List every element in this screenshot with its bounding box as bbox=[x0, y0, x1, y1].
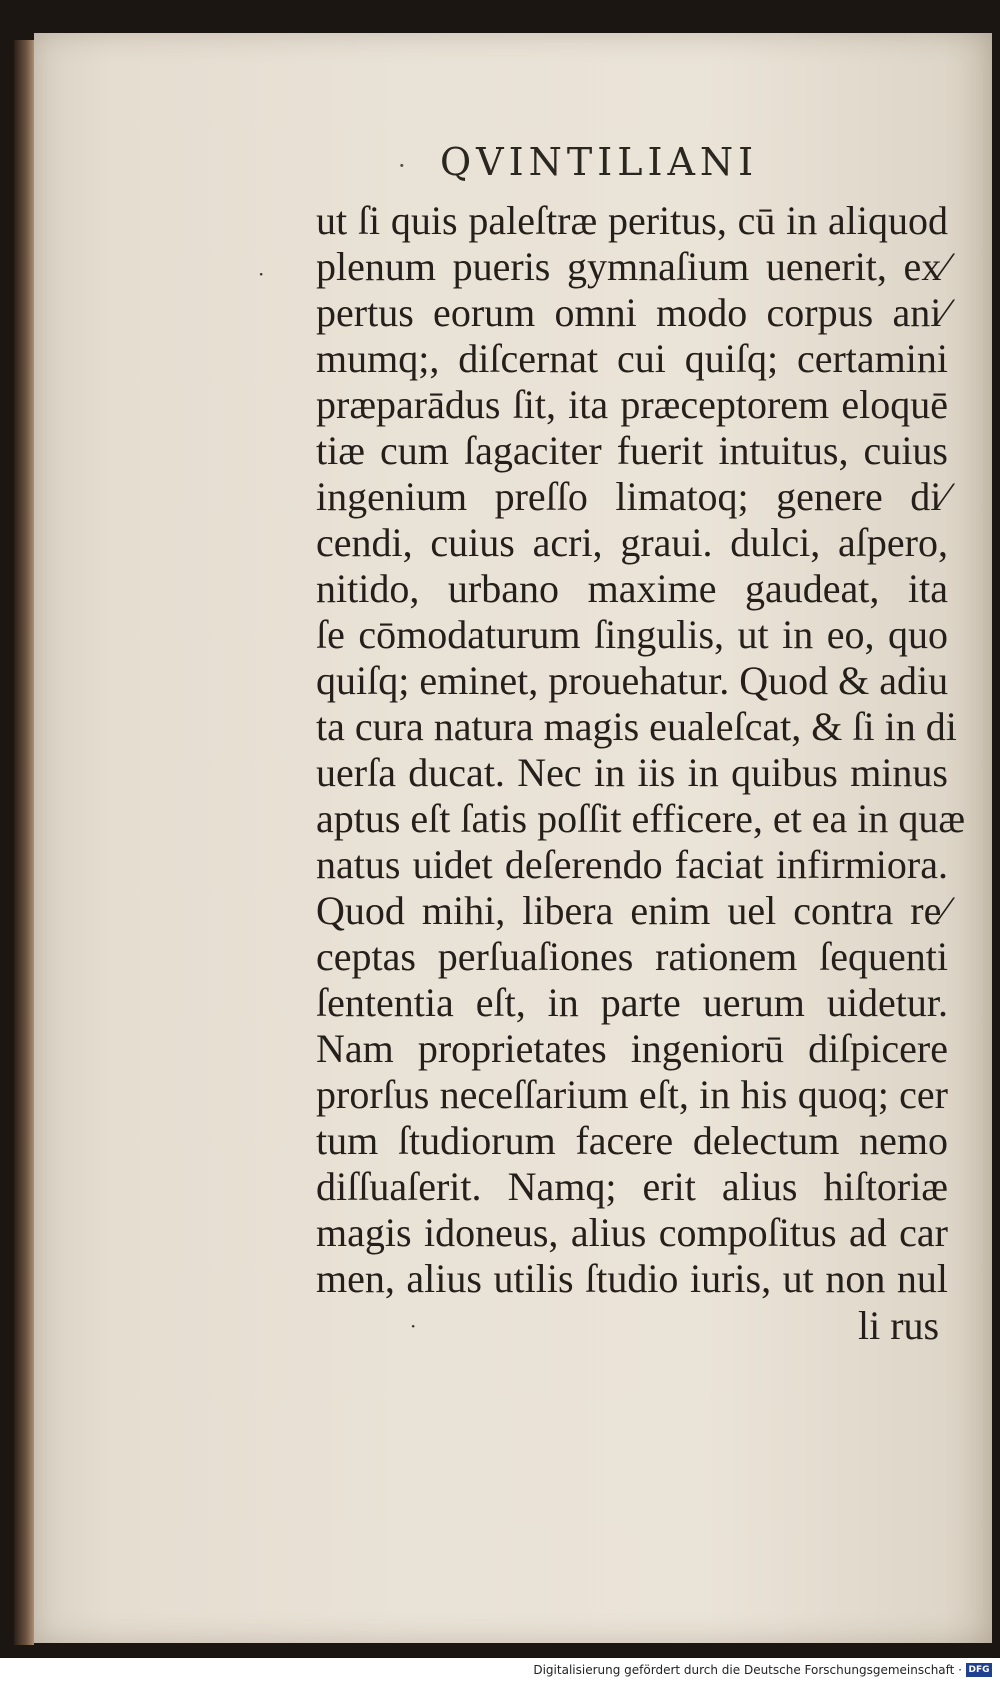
text-line: ſe cōmodaturum ſingulis, ut in eo, quo bbox=[316, 612, 948, 657]
text-line: præparādus ſit, ita præceptorem eloquē bbox=[316, 382, 948, 427]
text-line: nitido, urbano maxime gaudeat, ita bbox=[316, 566, 948, 611]
ink-speck: · bbox=[258, 262, 265, 286]
text-line: cendi, cuius acri, graui. dulci, aſpero, bbox=[316, 520, 948, 565]
running-head: QVINTILIANI bbox=[440, 140, 759, 184]
book-spine-edge bbox=[14, 40, 34, 1645]
text-line: quiſq; eminet, prouehatur. Quod & adiu bbox=[316, 658, 949, 703]
text-line: prorſus neceſſarium eſt, in his quoq; cer bbox=[316, 1072, 948, 1117]
digitization-footer bbox=[0, 1658, 1000, 1684]
dfg-logo: DFG bbox=[966, 1663, 992, 1677]
text-line: plenum pueris gymnaſium uenerit, ex⁄ bbox=[316, 244, 948, 289]
catchword: li rus bbox=[858, 1303, 940, 1348]
text-line: ceptas perſuaſiones rationem ſequenti bbox=[316, 934, 948, 979]
text-line: aptus eſt ſatis poſſit efficere, et ea in quæ bbox=[316, 796, 966, 841]
header-ornament-dot: · bbox=[398, 152, 406, 180]
text-line: uerſa ducat. Nec in iis in quibus minus bbox=[316, 750, 948, 795]
text-line: ta cura natura magis eualeſcat, & ſi in di bbox=[316, 704, 957, 749]
text-line: tiæ cum ſagaciter fuerit intuitus, cuius bbox=[316, 428, 948, 473]
text-line: Nam proprietates ingeniorū diſpicere bbox=[316, 1026, 948, 1071]
text-line: ut ſi quis paleſtræ peritus, cū in aliquod bbox=[316, 198, 948, 243]
ink-speck: · bbox=[410, 1314, 417, 1338]
text-line: ſententia eſt, in parte uerum uidetur. bbox=[316, 980, 948, 1025]
funding-credit: Digitalisierung gefördert durch die Deutsche Forschungsgemeinschaft · bbox=[533, 1663, 962, 1677]
text-line: Quod mihi, libera enim uel contra re⁄ bbox=[316, 888, 948, 933]
text-line: diſſuaſerit. Namq; erit alius hiſtoriæ bbox=[316, 1164, 948, 1209]
text-line: pertus eorum omni modo corpus ani⁄ bbox=[316, 290, 948, 335]
text-line: mumq;, diſcernat cui quiſq; certamini bbox=[316, 336, 948, 381]
text-line: natus uidet deſerendo faciat infirmiora. bbox=[316, 842, 948, 887]
text-line: ingenium preſſo limatoq; genere di⁄ bbox=[316, 474, 948, 519]
text-line: magis idoneus, alius compoſitus ad car bbox=[316, 1210, 948, 1255]
text-line: men, alius utilis ſtudio iuris, ut non nul bbox=[316, 1256, 948, 1301]
text-line: tum ſtudiorum facere delectum nemo bbox=[316, 1118, 948, 1163]
